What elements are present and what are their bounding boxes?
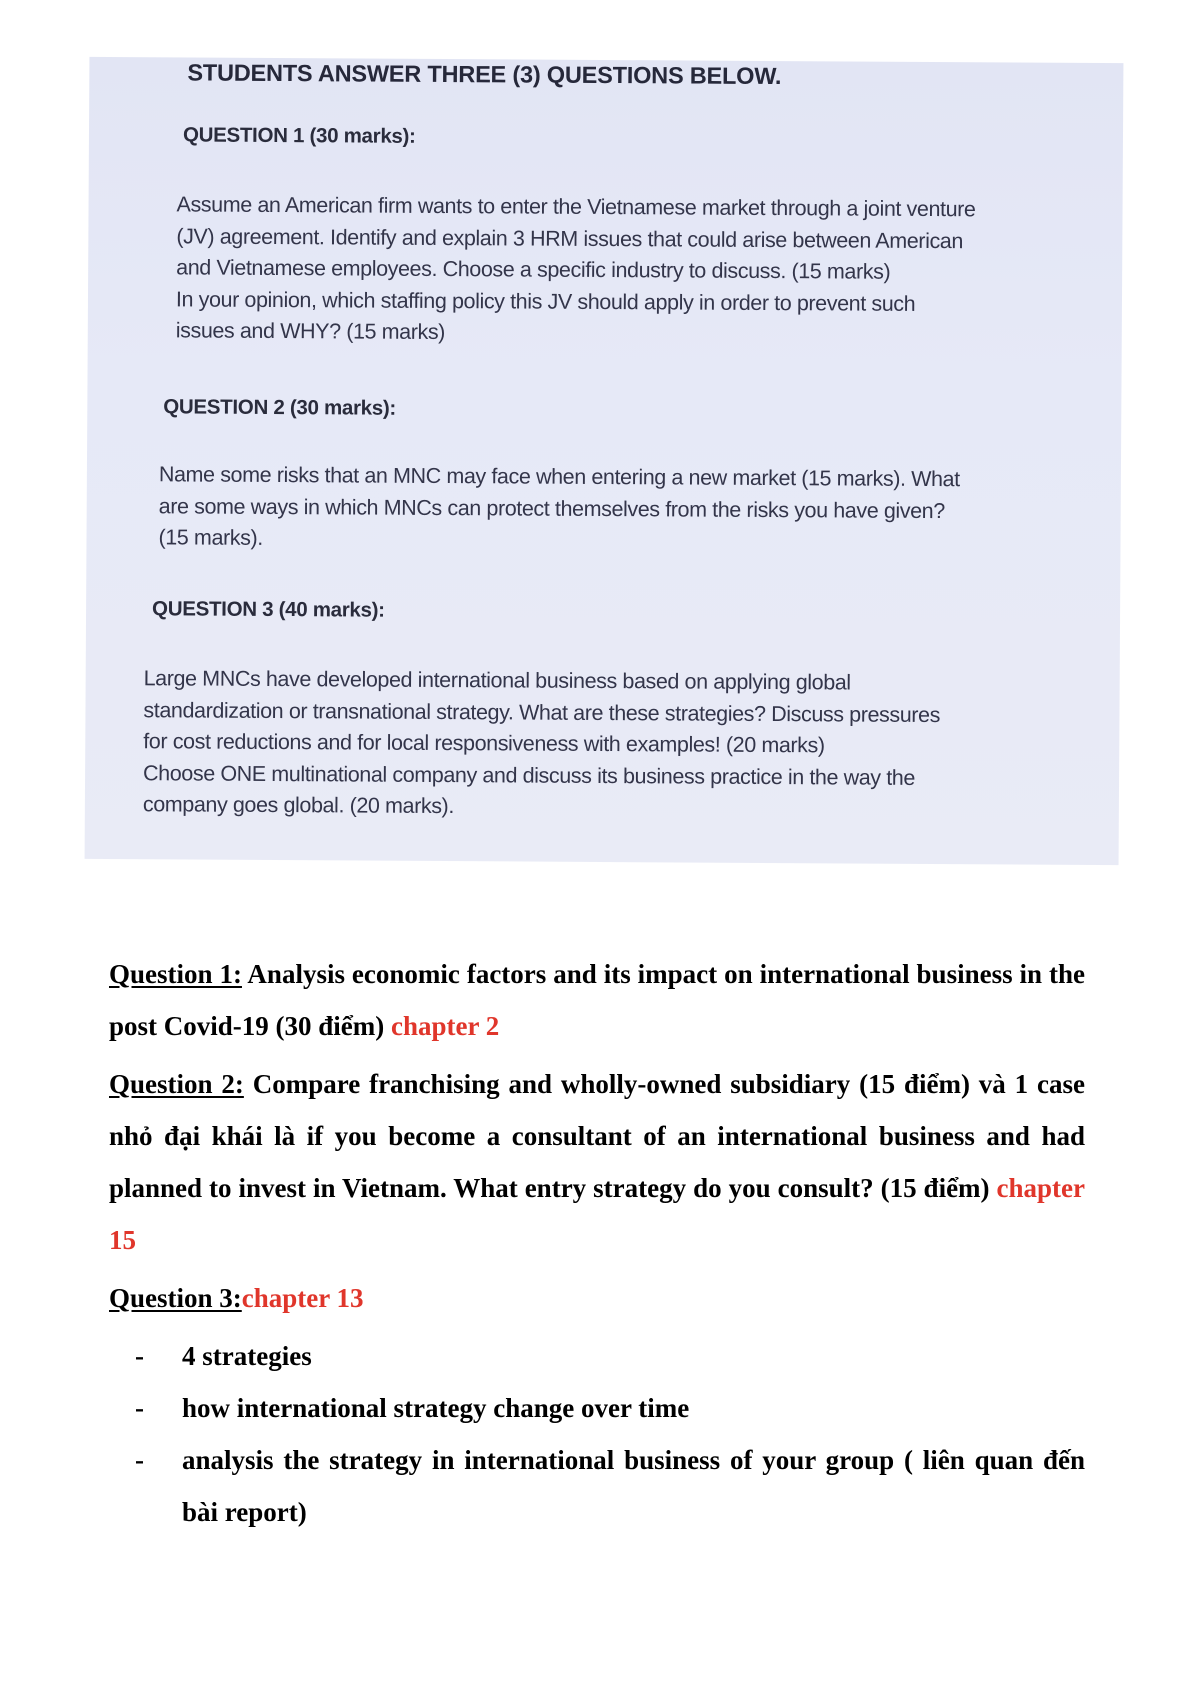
bullet-dash: - <box>135 1393 144 1423</box>
note-question-1 <box>109 948 1085 1052</box>
bullet-text: 4 strategies <box>182 1341 312 1371</box>
note-question-3-chapter: chapter 13 <box>241 1283 364 1313</box>
note-question-1-chapter: chapter 2 <box>391 1011 500 1041</box>
exam-question-photo <box>85 57 1124 865</box>
note-question-1-text: Analysis economic factors and its impact on international business in the post Covid-19 (30 điểm) <box>109 959 1085 1041</box>
list-item <box>109 1330 1085 1382</box>
bullet-dash: - <box>135 1341 144 1371</box>
list-item <box>109 1434 1085 1538</box>
exam-heading: STUDENTS ANSWER THREE (3) QUESTIONS BELOW. <box>187 59 782 90</box>
exam-question-1-title: QUESTION 1 (30 marks): <box>182 123 416 148</box>
exam-question-3-title: QUESTION 3 (40 marks): <box>152 597 385 622</box>
bullet-text: analysis the strategy in international business of your group ( liên quan đến bài report) <box>182 1445 1085 1527</box>
exam-question-3-body: Large MNCs have developed international business based on applying global standardization or transnational strategy. What are these strategies? Discuss pressures for cost reductions and for local responsiveness with examples! (20 marks) Choose ONE multinational company and discuss its business practice in the way the company goes global. (20 marks). <box>142 666 941 819</box>
note-question-3-bullets <box>109 1330 1085 1538</box>
exam-question-2-title: QUESTION 2 (30 marks): <box>163 395 397 420</box>
note-question-3 <box>109 1272 1085 1324</box>
bullet-dash: - <box>135 1445 144 1475</box>
note-question-2-text: Compare franchising and wholly-owned subsidiary (15 điểm) và 1 case nhỏ đại khái là if you become a consultant of an international business and had planned to invest in Vietnam. What entry strategy do you consult? (15 điểm) <box>109 1069 1085 1203</box>
note-question-2-label: Question 2: <box>109 1069 244 1099</box>
exam-question-1-body: Assume an American firm wants to enter the Vietnamese market through a joint venture (JV) agreement. Identify and explain 3 HRM issues that could arise between American and Vietnamese employees. Choose a specific industry to discuss. (15 marks) In your opinion, which staffing policy this JV should apply in order to prevent such issues and WHY? (15 marks) <box>175 192 976 345</box>
note-question-2 <box>109 1058 1085 1266</box>
bullet-text: how international strategy change over time <box>182 1393 690 1423</box>
note-question-2-chapter: chapter 15 <box>109 1173 1085 1255</box>
note-question-1-label: Question 1: <box>109 959 242 989</box>
exam-question-2-body: Name some risks that an MNC may face when entering a new market (15 marks). What are some ways in which MNCs can protect themselves from the risks you have given? (15 marks). <box>158 462 960 550</box>
note-question-3-label: Question 3: <box>109 1283 242 1313</box>
study-notes <box>109 948 1085 1538</box>
list-item <box>109 1382 1085 1434</box>
